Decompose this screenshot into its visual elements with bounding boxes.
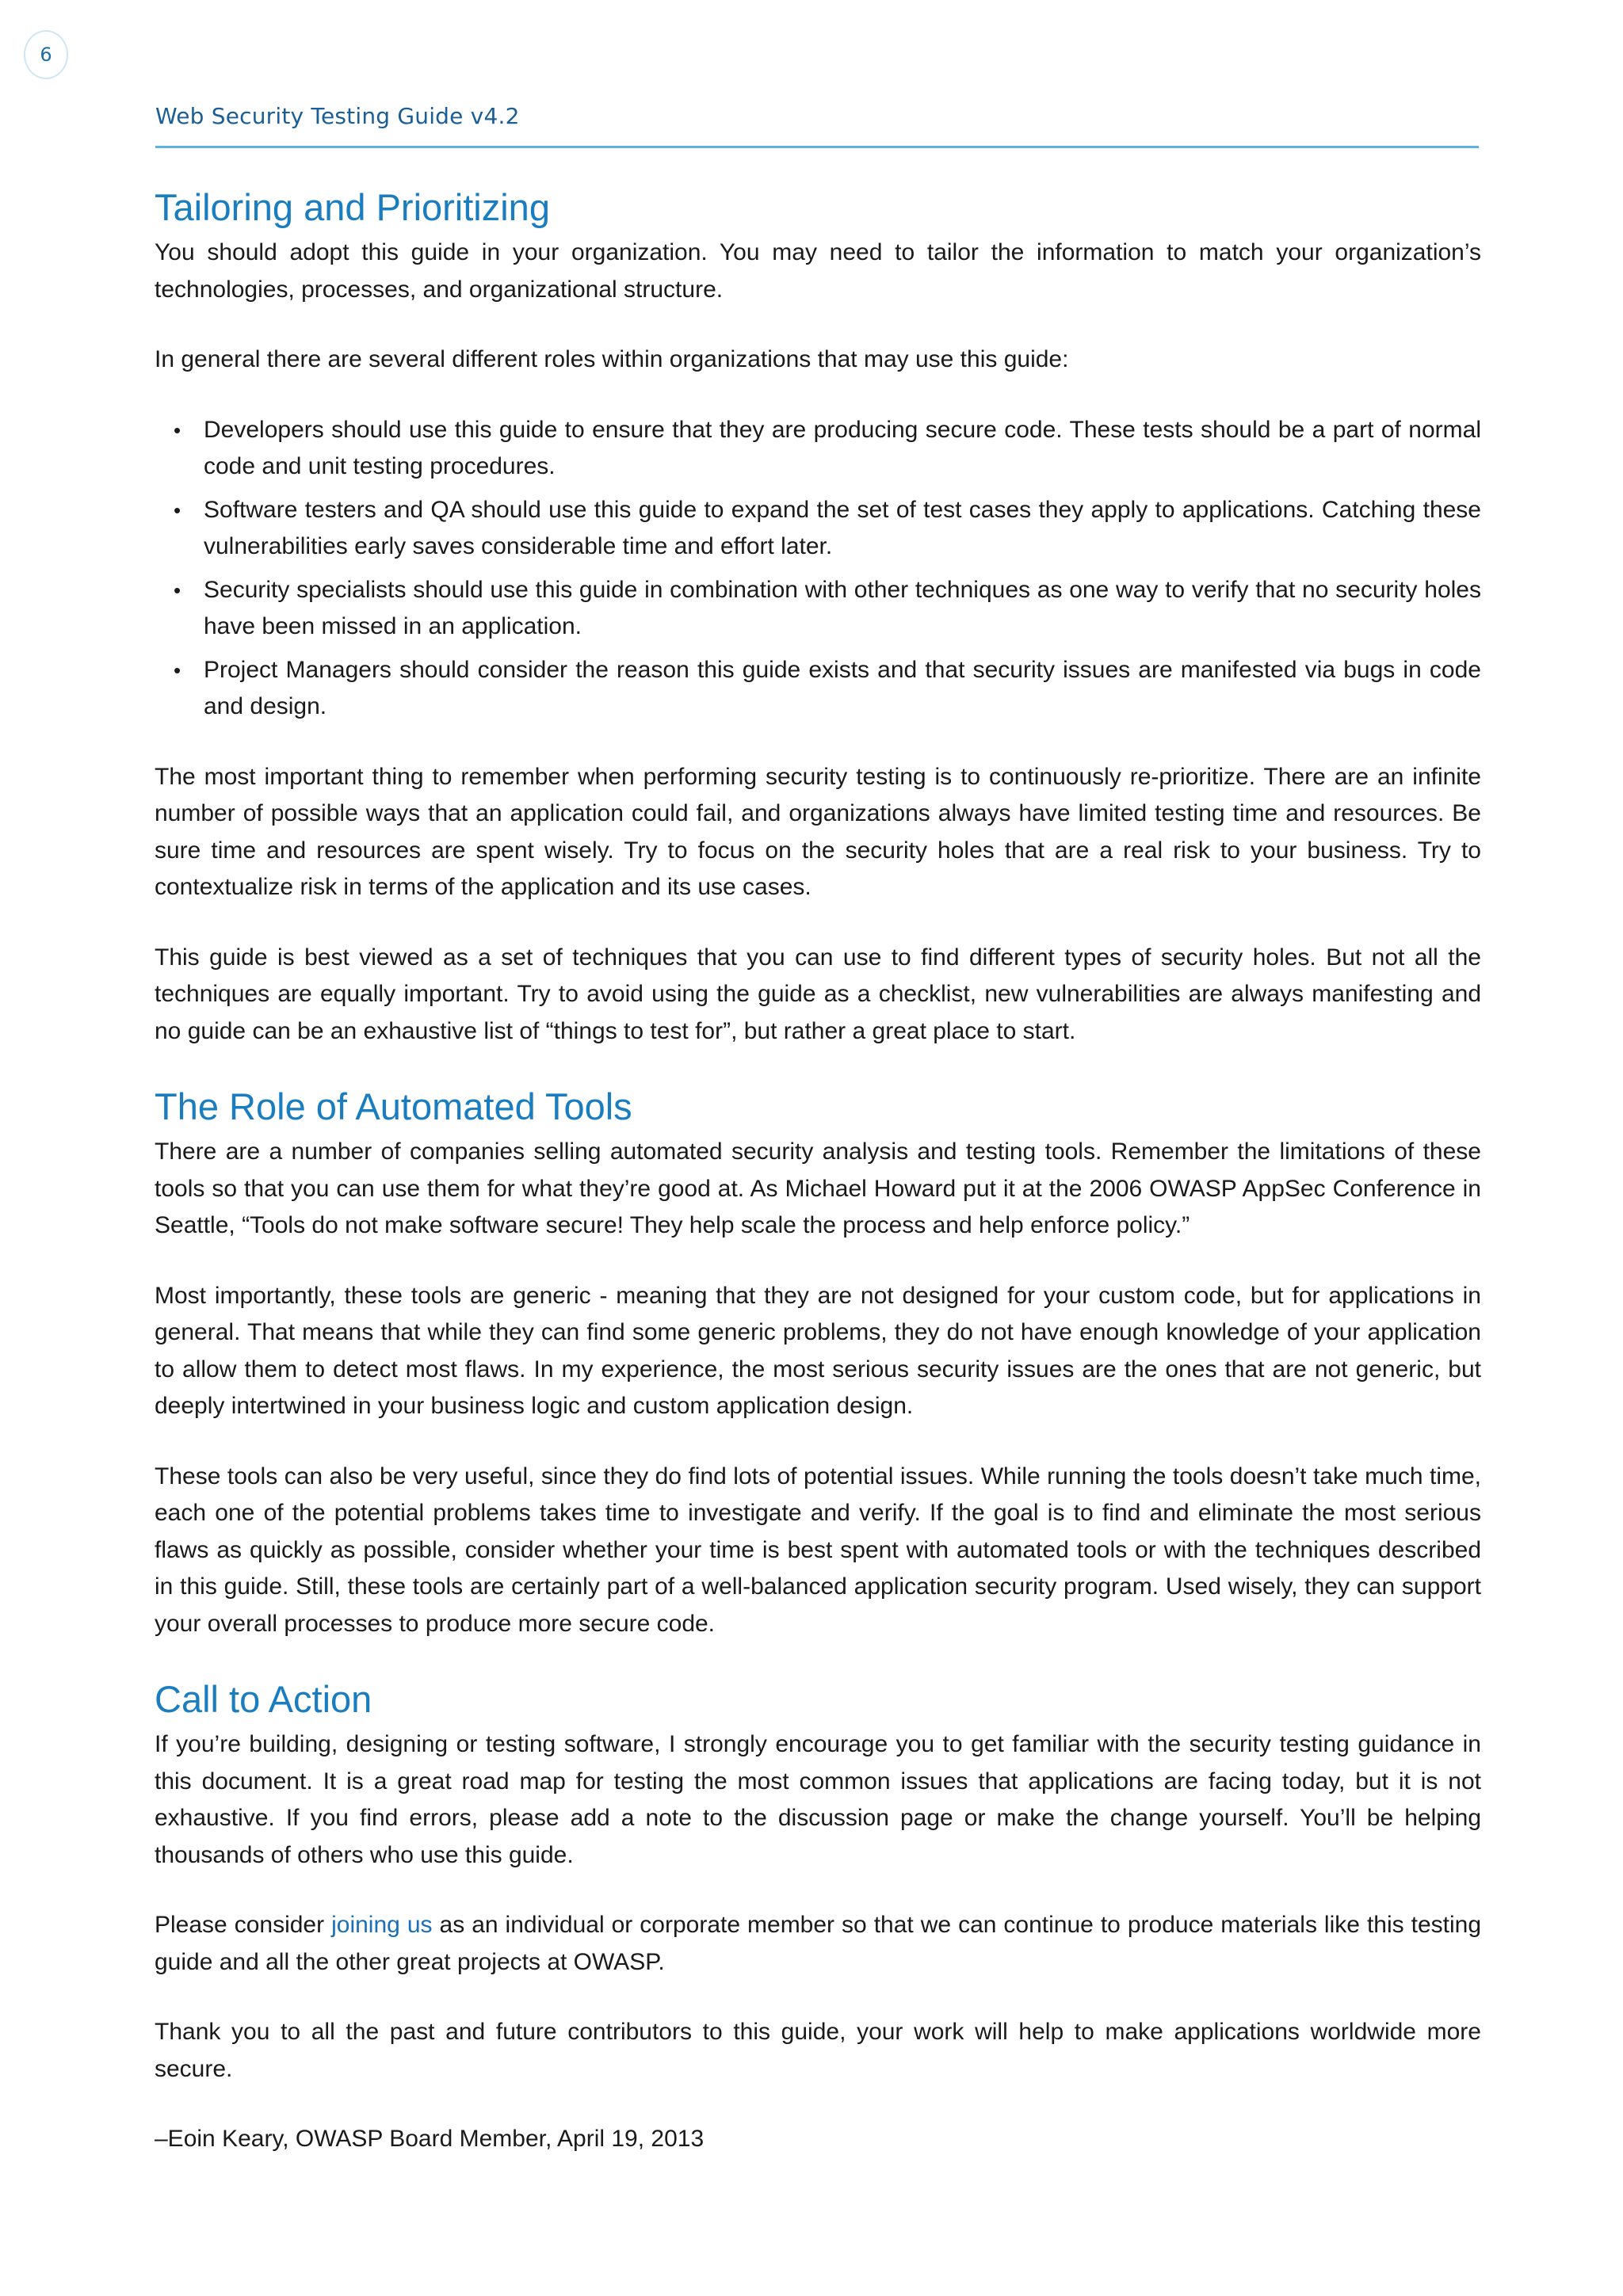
paragraph: The most important thing to remember when performing security testing is to continuously re-prioritize. There are an infinite number of possible ways that an application could fail, and organizations always have limited testing time and resources. Be sure time and resources are spent wisely. Try to focus on the security holes that are a real risk to your business. Try to contextualize risk in terms of the application and its use cases. — [155, 763, 1481, 900]
list-item — [155, 652, 1481, 726]
joining-us-link[interactable]: joining us — [331, 1912, 433, 1938]
list-item-text: Software testers and QA should use this guide to expand the set of test cases they apply to applications. Catching these vulnerabilities early saves considerable time and effort later. — [204, 496, 1481, 559]
bullet-icon: • — [174, 498, 181, 522]
signature: –Eoin Keary, OWASP Board Member, April 19, 2013 — [155, 2126, 705, 2152]
bullet-icon: • — [174, 418, 181, 442]
document-body — [155, 184, 1481, 2191]
paragraph: Most importantly, these tools are generic - meaning that they are not designed for your custom code, but for applications in general. That means that while they can find some generic problems, they do not have enough knowledge of your application to allow them to detect most flaws. In my experience, the most serious security issues are the ones that are not generic, but deeply intertwined in your business logic and custom application design. — [155, 1282, 1481, 1419]
bullet-icon: • — [174, 578, 181, 602]
paragraph: There are a number of companies selling automated security analysis and testing tools. Remember the limitations of these tools so that you can use them for what they’re good at. As Michael Howard put it at the 2006 OWASP AppSec Conference in Seattle, “Tools do not make software secure! They help scale the process and help enforce policy.” — [155, 1138, 1481, 1238]
list-item — [155, 572, 1481, 646]
paragraph: If you’re building, designing or testing software, I strongly encourage you to get familiar with the security testing guidance in this document. It is a great road map for testing the most common issues that applications are facing today, but it is not exhaustive. If you find errors, please add a note to the discussion page or make the change yourself. You’ll be helping thousands of others who use this guide. — [155, 1731, 1481, 1868]
list-item-text: Project Managers should consider the reason this guide exists and that security issues are manifested via bugs in code and design. — [204, 656, 1481, 719]
paragraph: These tools can also be very useful, since they do find lots of potential issues. While running the tools doesn’t take much time, each one of the potential problems takes time to investigate and verify. If the goal is to find and eliminate the most serious flaws as quickly as possible, consider whether your time is best spent with automated tools or with the techniques described in this guide. Still, these tools are certainly part of a well-balanced application security program. Used wisely, they can support your overall processes to produce more secure code. — [155, 1463, 1481, 1637]
list-item-text: Developers should use this guide to ensure that they are producing secure code. These tests should be a part of normal code and unit testing procedures. — [204, 416, 1481, 479]
list-item-text: Security specialists should use this guide in combination with other techniques as one way to verify that no security holes have been missed in an application. — [204, 576, 1481, 639]
section-heading-call-to-action: Call to Action — [155, 1678, 372, 1720]
bullet-icon: • — [174, 658, 181, 682]
section-heading-automated-tools: The Role of Automated Tools — [155, 1085, 632, 1127]
header-rule — [155, 146, 1479, 148]
list-item — [155, 492, 1481, 566]
paragraph-text: Please consider — [155, 1912, 332, 1938]
list-item — [155, 412, 1481, 486]
paragraph: Thank you to all the past and future contributors to this guide, your work will help to make applications worldwide more secure. — [155, 2019, 1481, 2082]
page-number: 6 — [24, 30, 68, 79]
paragraph: In general there are several different roles within organizations that may use this guide: — [155, 346, 1069, 372]
paragraph: This guide is best viewed as a set of techniques that you can use to find different types of security holes. But not all the techniques are equally important. Try to avoid using the guide as a checklist, new vulnerabilities are always manifesting and no guide can be an exhaustive list of “things to test for”, but rather a great place to start. — [155, 944, 1481, 1044]
paragraph — [155, 1907, 1481, 1981]
running-header: Web Security Testing Guide v4.2 — [155, 103, 520, 129]
paragraph: You should adopt this guide in your organization. You may need to tailor the information to match your organization’s technologies, processes, and organizational structure. — [155, 239, 1481, 303]
section-heading-tailoring: Tailoring and Prioritizing — [155, 186, 550, 228]
roles-list — [155, 412, 1481, 726]
paragraph-text: as an individual or corporate member so that we can continue to produce materials like this testing guide and all the other great projects at OWASP. — [155, 1912, 1482, 1975]
